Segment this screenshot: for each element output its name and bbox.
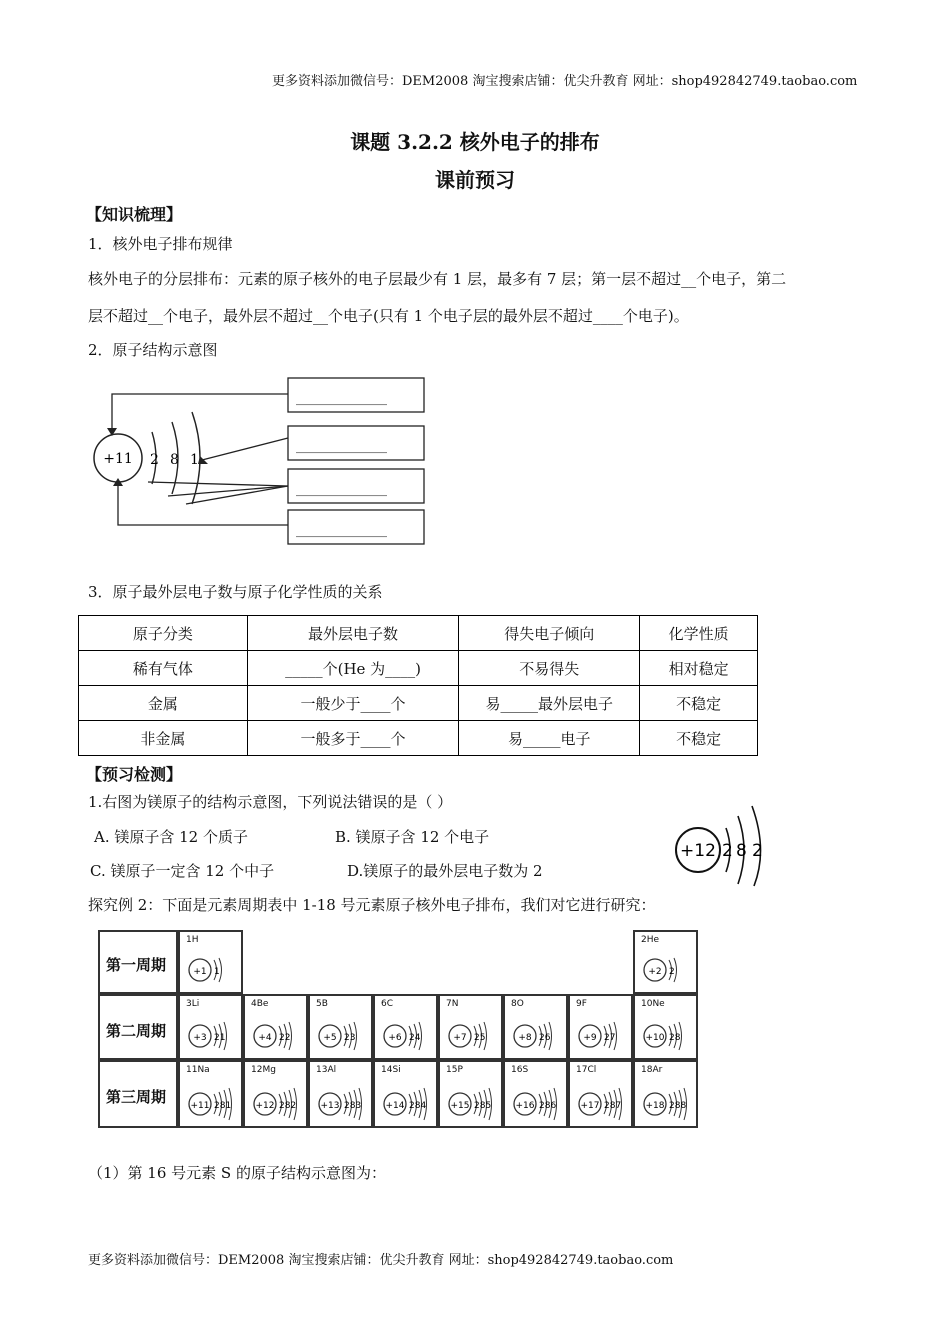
period-label-cell — [98, 994, 178, 1060]
element-shell-diagram — [444, 1014, 504, 1058]
element-shell-diagram — [639, 1014, 699, 1058]
element-shell-diagram — [379, 1082, 439, 1126]
element-shell-diagram — [314, 1082, 374, 1126]
element-shell-diagram — [249, 1014, 309, 1058]
element-cell — [178, 1060, 243, 1128]
element-electron-label: 282 — [279, 1101, 297, 1111]
electron-count-1: 2 — [150, 452, 159, 468]
table-cell: 稀有气体 — [79, 651, 248, 686]
table-cell: 一般少于____个 — [247, 686, 459, 721]
element-core-label: +16 — [515, 1101, 535, 1111]
line-shell-1 — [148, 482, 288, 486]
property-table — [78, 615, 758, 756]
element-symbol: 12Mg — [251, 1065, 276, 1075]
element-cell — [438, 1060, 503, 1128]
table-row — [79, 721, 758, 756]
element-symbol: 18Ar — [641, 1065, 663, 1075]
element-shell-diagram — [509, 1014, 569, 1058]
table-cell: 不稳定 — [640, 721, 758, 756]
element-electron-label: 285 — [474, 1101, 492, 1111]
element-shell-diagram — [509, 1082, 569, 1126]
table-header: 化学性质 — [640, 616, 758, 651]
element-shell-diagram — [574, 1014, 634, 1058]
q1-option-b: B. 镁原子含 12 个电子 — [335, 828, 490, 846]
table-header: 得失电子倾向 — [459, 616, 640, 651]
element-symbol: 4Be — [251, 999, 269, 1009]
period-label: 第二周期 — [106, 1022, 167, 1040]
element-electron-label: 25 — [474, 1033, 486, 1043]
element-shell-diagram — [639, 1082, 699, 1126]
item1-line1: 核外电子的分层排布：元素的原子核外的电子层最少有 1 层，最多有 7 层；第一层不超过__个电子，第二 — [88, 270, 787, 288]
table-cell: 非金属 — [79, 721, 248, 756]
element-core-label: +14 — [385, 1101, 405, 1111]
element-symbol: 6C — [381, 999, 394, 1009]
element-cell — [438, 994, 503, 1060]
element-shell-diagram — [379, 1014, 439, 1058]
element-symbol: 2He — [641, 935, 660, 945]
table-cell: 相对稳定 — [640, 651, 758, 686]
element-shell-diagram — [184, 1014, 244, 1058]
table-header: 原子分类 — [79, 616, 248, 651]
item2-heading: 2．原子结构示意图 — [88, 341, 218, 359]
element-electron-label: 24 — [409, 1033, 421, 1043]
element-cell — [568, 994, 633, 1060]
element-core-label: +13 — [320, 1101, 340, 1111]
table-cell: _____个(He 为____) — [247, 651, 459, 686]
mg-nucleus-label: +12 — [680, 841, 716, 861]
element-core-label: +5 — [323, 1033, 337, 1043]
blank-4: ______________ — [296, 523, 387, 538]
element-core-label: +17 — [580, 1101, 600, 1111]
period-label-cell — [98, 930, 178, 994]
element-cell — [178, 994, 243, 1060]
element-core-label: +4 — [258, 1033, 272, 1043]
element-cell — [243, 994, 308, 1060]
table-cell: 易_____最外层电子 — [459, 686, 640, 721]
element-electron-label: 22 — [279, 1033, 291, 1043]
element-cell — [243, 1060, 308, 1128]
element-cell — [308, 994, 373, 1060]
table-cell: 不易得失 — [459, 651, 640, 686]
element-core-label: +2 — [648, 967, 662, 977]
element-cell — [633, 1060, 698, 1128]
element-symbol: 9F — [576, 999, 587, 1009]
element-shell-diagram — [639, 948, 699, 992]
q1-option-c: C. 镁原子一定含 12 个中子 — [90, 862, 275, 880]
element-core-label: +15 — [450, 1101, 470, 1111]
section-pretest: 【预习检测】 — [86, 765, 183, 784]
element-symbol: 8O — [511, 999, 524, 1009]
element-electron-label: 288 — [669, 1101, 687, 1111]
example2-text: 探究例 2：下面是元素周期表中 1-18 号元素原子核外电子排布，我们对它进行研究： — [88, 896, 656, 914]
element-electron-label: 286 — [539, 1101, 557, 1111]
period-label: 第一周期 — [106, 956, 167, 974]
blank-2: ______________ — [296, 439, 387, 454]
mg-electron-3: 2 — [752, 841, 763, 861]
line-nucleus-top — [112, 394, 288, 430]
element-core-label: +7 — [453, 1033, 467, 1043]
element-cell — [503, 1060, 568, 1128]
table-row — [79, 651, 758, 686]
atom-structure-diagram — [80, 370, 440, 555]
element-symbol: 13Al — [316, 1065, 337, 1075]
element-electron-label: 1 — [214, 967, 220, 977]
table-cell: 易_____电子 — [459, 721, 640, 756]
element-cell — [373, 1060, 438, 1128]
element-symbol: 14Si — [381, 1065, 401, 1075]
element-electron-label: 2 — [669, 967, 675, 977]
electron-count-3: 1 — [190, 452, 199, 468]
table-cell: 一般多于____个 — [247, 721, 459, 756]
element-cell — [633, 994, 698, 1060]
element-core-label: +10 — [645, 1033, 665, 1043]
element-core-label: +8 — [518, 1033, 532, 1043]
table-cell: 金属 — [79, 686, 248, 721]
q1-option-d: D.镁原子的最外层电子数为 2 — [347, 862, 543, 880]
section-knowledge: 【知识梳理】 — [86, 205, 183, 224]
element-symbol: 11Na — [186, 1065, 210, 1075]
element-symbol: 7N — [446, 999, 459, 1009]
periodic-table — [96, 928, 708, 1134]
element-electron-label: 23 — [344, 1033, 356, 1043]
element-cell — [568, 1060, 633, 1128]
element-electron-label: 283 — [344, 1101, 362, 1111]
element-cell — [308, 1060, 373, 1128]
line-electron-count — [202, 438, 288, 460]
electron-count-2: 8 — [170, 452, 179, 468]
page-subtitle: 课前预习 — [435, 168, 515, 192]
table-row — [79, 686, 758, 721]
element-shell-diagram — [184, 948, 244, 992]
element-core-label: +18 — [645, 1101, 665, 1111]
element-shell-diagram — [314, 1014, 374, 1058]
element-electron-label: 28 — [669, 1033, 681, 1043]
table-header: 最外层电子数 — [247, 616, 459, 651]
element-shell-diagram — [574, 1082, 634, 1126]
nucleus-label: +11 — [103, 451, 133, 467]
element-core-label: +6 — [388, 1033, 402, 1043]
table-header-row — [79, 616, 758, 651]
element-electron-label: 287 — [604, 1101, 622, 1111]
element-electron-label: 281 — [214, 1101, 232, 1111]
mg-electron-1: 2 — [722, 841, 733, 861]
element-symbol: 3Li — [186, 999, 200, 1009]
mg-electron-2: 8 — [736, 841, 747, 861]
element-electron-label: 284 — [409, 1101, 427, 1111]
q1-option-a: A. 镁原子含 12 个质子 — [94, 828, 248, 846]
item1-heading: 1．核外电子排布规律 — [88, 235, 233, 253]
element-core-label: +3 — [193, 1033, 207, 1043]
question-sulfur: （1）第 16 号元素 S 的原子结构示意图为： — [88, 1164, 386, 1182]
mg-atom-diagram — [672, 798, 772, 888]
q1-stem: 1.右图为镁原子的结构示意图，下列说法错误的是（ ） — [88, 793, 453, 811]
element-cell — [178, 930, 243, 994]
element-core-label: +1 — [193, 967, 207, 977]
element-cell — [503, 994, 568, 1060]
element-symbol: 1H — [186, 935, 199, 945]
element-cell — [373, 994, 438, 1060]
period-label: 第三周期 — [106, 1088, 167, 1106]
line-shell-3 — [186, 486, 288, 504]
element-shell-diagram — [184, 1082, 244, 1126]
element-symbol: 16S — [511, 1065, 529, 1075]
element-cell — [633, 930, 698, 994]
element-shell-diagram — [249, 1082, 309, 1126]
page-header: 更多资料添加微信号：DEM2008 淘宝搜索店铺：优尖升教育 网址：shop492842749.taobao.com — [272, 74, 858, 89]
element-symbol: 5B — [316, 999, 328, 1009]
line-shell-2 — [168, 486, 288, 496]
blank-1: ______________ — [296, 391, 387, 406]
element-core-label: +11 — [190, 1101, 210, 1111]
item3-heading: 3．原子最外层电子数与原子化学性质的关系 — [88, 583, 383, 601]
item1-line2: 层不超过__个电子，最外层不超过__个电子(只有 1 个电子层的最外层不超过____个电子)。 — [88, 307, 689, 325]
blank-3: ______________ — [296, 482, 387, 497]
page-title: 课题 3.2.2 核外电子的排布 — [350, 130, 600, 154]
element-symbol: 15P — [446, 1065, 463, 1075]
element-symbol: 17Cl — [576, 1065, 597, 1075]
element-electron-label: 27 — [604, 1033, 616, 1043]
element-core-label: +9 — [583, 1033, 597, 1043]
page-footer: 更多资料添加微信号：DEM2008 淘宝搜索店铺：优尖升教育 网址：shop492842749.taobao.com — [88, 1253, 674, 1268]
element-shell-diagram — [444, 1082, 504, 1126]
element-electron-label: 21 — [214, 1033, 226, 1043]
table-cell: 不稳定 — [640, 686, 758, 721]
element-electron-label: 26 — [539, 1033, 551, 1043]
element-symbol: 10Ne — [641, 999, 665, 1009]
period-label-cell — [98, 1060, 178, 1128]
element-core-label: +12 — [255, 1101, 275, 1111]
